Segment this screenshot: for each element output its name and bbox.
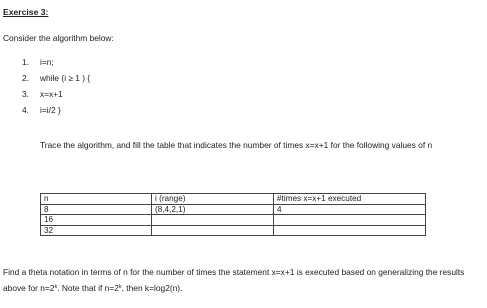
algorithm-line-4	[0, 105, 487, 117]
cell-times	[274, 215, 426, 226]
trace-table	[40, 193, 426, 236]
cell-i-range: (8,4,2,1)	[152, 204, 274, 215]
table-row	[41, 225, 426, 236]
line-code: while (i ≥ 1 ) {	[40, 73, 91, 83]
exercise-title: Exercise 3:	[3, 7, 49, 17]
line-number: 2.	[22, 73, 29, 83]
algorithm-line-2	[0, 73, 487, 85]
theta-text-2: . Note that if n=2	[57, 283, 119, 293]
cell-times	[274, 225, 426, 236]
cell-times: 4	[274, 204, 426, 215]
theta-text-1: Find a theta notation in terms of n for the number of times the statement x=x+1 is executed based on generalizing the results above for n=2	[3, 267, 465, 293]
theta-text-3: , then k=log2(n).	[121, 283, 183, 293]
algorithm-line-3	[0, 89, 487, 101]
exponent-k: k	[118, 284, 122, 290]
header-n: n	[41, 194, 152, 205]
line-number: 3.	[22, 89, 29, 99]
table-row	[41, 215, 426, 226]
algorithm-line-1	[0, 57, 487, 69]
table-row	[41, 204, 426, 215]
trace-instruction: Trace the algorithm, and fill the table that indicates the number of times x=x+1 for the following values of n	[40, 140, 433, 150]
exponent-k: k	[54, 284, 58, 290]
cell-n: 16	[41, 215, 152, 226]
intro-text: Consider the algorithm below:	[3, 33, 114, 43]
cell-n: 8	[41, 204, 152, 215]
header-i-range: i (range)	[152, 194, 274, 205]
table-header-row	[41, 194, 426, 205]
line-number: 1.	[22, 57, 29, 67]
cell-n: 32	[41, 225, 152, 236]
theta-question	[3, 264, 483, 296]
header-times-executed: #times x=x+1 executed	[274, 194, 426, 205]
line-code: i=i/2 }	[40, 105, 61, 115]
line-number: 4.	[22, 105, 29, 115]
line-code: x=x+1	[40, 89, 63, 99]
cell-i-range	[152, 225, 274, 236]
line-code: i=n;	[40, 57, 54, 67]
cell-i-range	[152, 215, 274, 226]
